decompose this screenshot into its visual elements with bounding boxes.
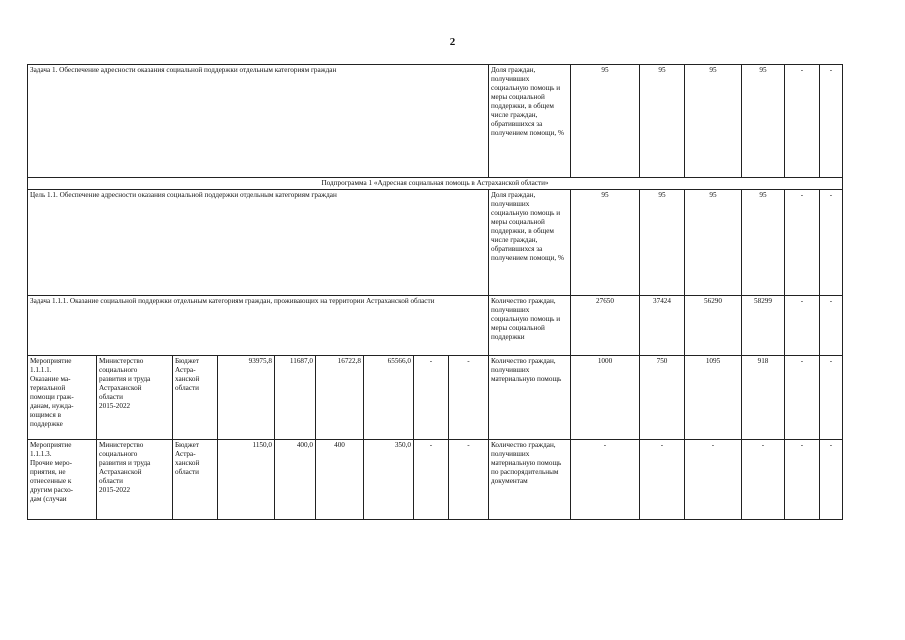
task-1-1-1-value: 37424 [640, 296, 685, 356]
task-1-value: 95 [571, 65, 640, 178]
task-1-value: - [785, 65, 820, 178]
goal-title: Цель 1.1. Обеспечение адресности оказания социальной поддержки отдельным категориям граждан [28, 190, 489, 296]
measure-row [28, 440, 843, 520]
measure-name: Мероприятие 1.1.1.1. Оказание ма- териальной помощи граж- данам, нужда- ющимся в поддержке [28, 356, 97, 440]
measure-value: 750 [640, 356, 685, 440]
measure-executor: Министерство социального развития и труда Астраханской области 2015-2022 [97, 440, 173, 520]
task-1-value: - [820, 65, 843, 178]
task-1-value: 95 [640, 65, 685, 178]
measure-indicator: Количество граждан, получивших материальную помощь [489, 356, 571, 440]
goal-row [28, 190, 843, 296]
measure-finance: - [449, 356, 489, 440]
subprogram-row [28, 178, 843, 190]
measure-finance: 400 [316, 440, 364, 520]
goal-value: 95 [640, 190, 685, 296]
task-1-1-1-value: 27650 [571, 296, 640, 356]
measure-finance: 400,0 [275, 440, 316, 520]
measure-finance: 65566,0 [364, 356, 414, 440]
measure-value: 918 [742, 356, 785, 440]
goal-value: - [820, 190, 843, 296]
task-1-1-1-indicator: Количество граждан, получивших социальную помощь и меры социальной поддержки [489, 296, 571, 356]
measure-finance: - [449, 440, 489, 520]
measure-value: - [742, 440, 785, 520]
measure-row [28, 356, 843, 440]
measure-source: Бюджет Астра- ханской области [173, 356, 218, 440]
measure-finance: 350,0 [364, 440, 414, 520]
goal-indicator: Доля граждан, получивших социальную помощь и меры социальной поддержки, в общем числе граждан, обратившихся за получением помощи, % [489, 190, 571, 296]
goal-value: 95 [742, 190, 785, 296]
task-1-indicator: Доля граждан, получивших социальную помощь и меры социальной поддержки, в общем числе граждан, обратившихся за получением помощи, % [489, 65, 571, 178]
measure-value: 1095 [685, 356, 742, 440]
measure-source: Бюджет Астра- ханской области [173, 440, 218, 520]
measure-value: - [571, 440, 640, 520]
measure-indicator: Количество граждан, получивших материальную помощь по распорядительным документам [489, 440, 571, 520]
page-number: 2 [449, 36, 456, 48]
measure-executor: Министерство социального развития и труда Астраханской области 2015-2022 [97, 356, 173, 440]
measure-value: 1000 [571, 356, 640, 440]
goal-value: - [785, 190, 820, 296]
goal-value: 95 [685, 190, 742, 296]
task-1-title: Задача 1. Обеспечение адресности оказания социальной поддержки отдельным категориям граждан [28, 65, 489, 178]
measure-finance: 11687,0 [275, 356, 316, 440]
task-1-1-1-value: 58299 [742, 296, 785, 356]
subprogram-title: Подпрограмма 1 «Адресная социальная помощь в Астраханской области» [28, 178, 843, 190]
measure-finance: 93975,8 [218, 356, 275, 440]
task-1-1-1-value: 56290 [685, 296, 742, 356]
measure-value: - [785, 356, 820, 440]
task-1-value: 95 [742, 65, 785, 178]
task-1-row [28, 65, 843, 178]
task-1-value: 95 [685, 65, 742, 178]
measure-value: - [685, 440, 742, 520]
measure-value: - [820, 356, 843, 440]
measure-finance: 1150,0 [218, 440, 275, 520]
measure-finance: - [414, 356, 449, 440]
task-1-1-1-value: - [820, 296, 843, 356]
measure-finance: 16722,8 [316, 356, 364, 440]
task-1-1-1-value: - [785, 296, 820, 356]
task-1-1-1-title: Задача 1.1.1. Оказание социальной поддержки отдельным категориям граждан, проживающих на территории Астраханской области [28, 296, 489, 356]
goal-value: 95 [571, 190, 640, 296]
program-table [27, 64, 843, 520]
measure-value: - [785, 440, 820, 520]
measure-name: Мероприятие 1.1.1.3. Прочие меро- приятия, не отнесенные к другим расхо- дам (случаи [28, 440, 97, 520]
task-1-1-1-row [28, 296, 843, 356]
measure-value: - [820, 440, 843, 520]
measure-finance: - [414, 440, 449, 520]
measure-value: - [640, 440, 685, 520]
